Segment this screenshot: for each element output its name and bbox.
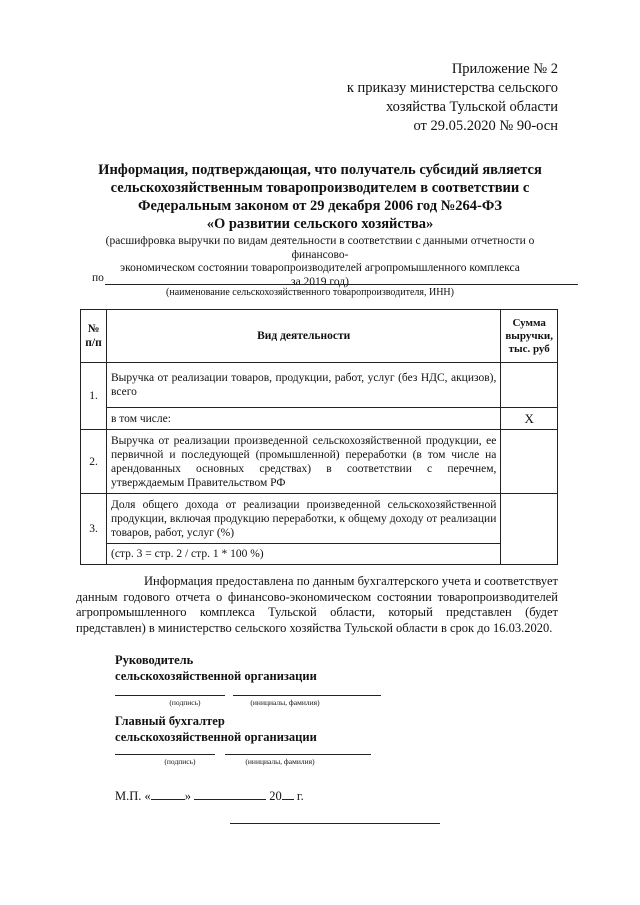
row-sum: Х xyxy=(501,408,558,430)
title-line: «О развитии сельского хозяйства» xyxy=(206,216,434,232)
header-sum: Сумма выручки, тыс. руб xyxy=(501,310,558,363)
chief-initials-caption: (инициалы, фамилия) xyxy=(245,757,315,766)
chief-initials-line xyxy=(225,754,371,755)
row-num: 3. xyxy=(81,494,107,565)
row-sum xyxy=(501,363,558,408)
head-role-label xyxy=(115,652,317,684)
table-row xyxy=(81,544,558,565)
table-row xyxy=(81,430,558,494)
table-row xyxy=(81,363,558,408)
producer-name-line xyxy=(105,284,578,285)
appendix-line: Приложение № 2 xyxy=(451,61,558,77)
year-blank xyxy=(282,788,294,800)
subtitle-line: (расшифровка выручки по видам деятельности в соответствии с данными отчетности о финансово- xyxy=(105,235,535,261)
head-signature-line xyxy=(115,695,225,696)
row-activity: Выручка от реализации произведенной сельскохозяйственной продукции, ее первичной и последующей (промышленной) переработки (в том числе на арендованных основных средствах) в соответствии с перечнем, утверждаемым Правительством РФ xyxy=(107,430,501,494)
appendix-line: от 29.05.2020 № 90-осн xyxy=(413,118,558,134)
row-num: 2. xyxy=(81,430,107,494)
info-paragraph xyxy=(76,574,558,636)
header-num: № п/п xyxy=(81,310,107,363)
bottom-rule xyxy=(230,823,440,824)
chief-org: сельскохозяйственной организации xyxy=(115,730,317,744)
row-num: 1. xyxy=(81,363,107,430)
info-text: Информация предоставлена по данным бухгалтерского учета и соответствует данным годового отчета о финансово-экономическом состоянии товаропроизводителей агропромышленного комплекса Тульской области, который представлен (будет представлен) в министерство сельского хозяйства Тульской области в срок до 16.03.2020. xyxy=(76,574,558,635)
head-initials-caption: (инициалы, фамилия) xyxy=(250,698,320,707)
subtitle-line: экономическом состоянии товаропроизводителей агропромышленного комплекса xyxy=(120,262,520,274)
row-activity: Доля общего дохода от реализации произведенной сельскохозяйственной продукции, включая продукцию переработки, к общему доходу от реализации товаров, работ, услуг (%) xyxy=(107,494,501,544)
year-prefix: 20 xyxy=(269,789,282,803)
appendix-header xyxy=(330,60,558,136)
row-sum xyxy=(501,494,558,565)
appendix-line: хозяйства Тульской области xyxy=(385,99,558,115)
revenue-table xyxy=(80,309,558,565)
row-activity: Выручка от реализации товаров, продукции, работ, услуг (без НДС, акцизов), всего xyxy=(107,363,501,408)
stamp-date-line xyxy=(115,788,304,804)
row-sum xyxy=(501,430,558,494)
year-suffix: г. xyxy=(296,789,304,803)
head-initials-line xyxy=(233,695,381,696)
title-line: Информация, подтверждающая, что получатель субсидий является xyxy=(98,162,542,178)
month-blank xyxy=(194,788,266,800)
table-row xyxy=(81,494,558,544)
day-blank xyxy=(151,788,185,800)
table-header-row xyxy=(81,310,558,363)
chief-title: Главный бухгалтер xyxy=(115,714,225,728)
row-activity: (стр. 3 = стр. 2 / стр. 1 * 100 %) xyxy=(107,544,501,565)
chief-accountant-role-label xyxy=(115,713,317,745)
mp-label: М.П. « xyxy=(115,789,151,803)
po-label: по xyxy=(92,272,104,284)
title-line: Федеральным законом от 29 декабря 2006 год №264-ФЗ xyxy=(138,198,502,214)
head-org: сельскохозяйственной организации xyxy=(115,669,317,683)
subtitle-line: за 2019 год) xyxy=(291,275,349,288)
producer-name-field xyxy=(92,272,578,286)
header-activity: Вид деятельности xyxy=(107,310,501,363)
chief-signature-line xyxy=(115,754,215,755)
table-row xyxy=(81,408,558,430)
appendix-line: к приказу министерства сельского xyxy=(346,80,558,96)
quote-close: » xyxy=(184,789,192,803)
title-line: сельскохозяйственным товаропроизводителем в соответствии с xyxy=(110,180,530,196)
chief-signature-caption: (подпись) xyxy=(164,757,196,766)
head-signature-caption: (подпись) xyxy=(169,698,201,707)
document-title xyxy=(80,161,560,233)
row-activity: в том числе: xyxy=(107,408,501,430)
producer-name-caption: (наименование сельскохозяйственного товаропроизводителя, ИНН) xyxy=(166,287,454,298)
head-title: Руководитель xyxy=(115,653,194,667)
